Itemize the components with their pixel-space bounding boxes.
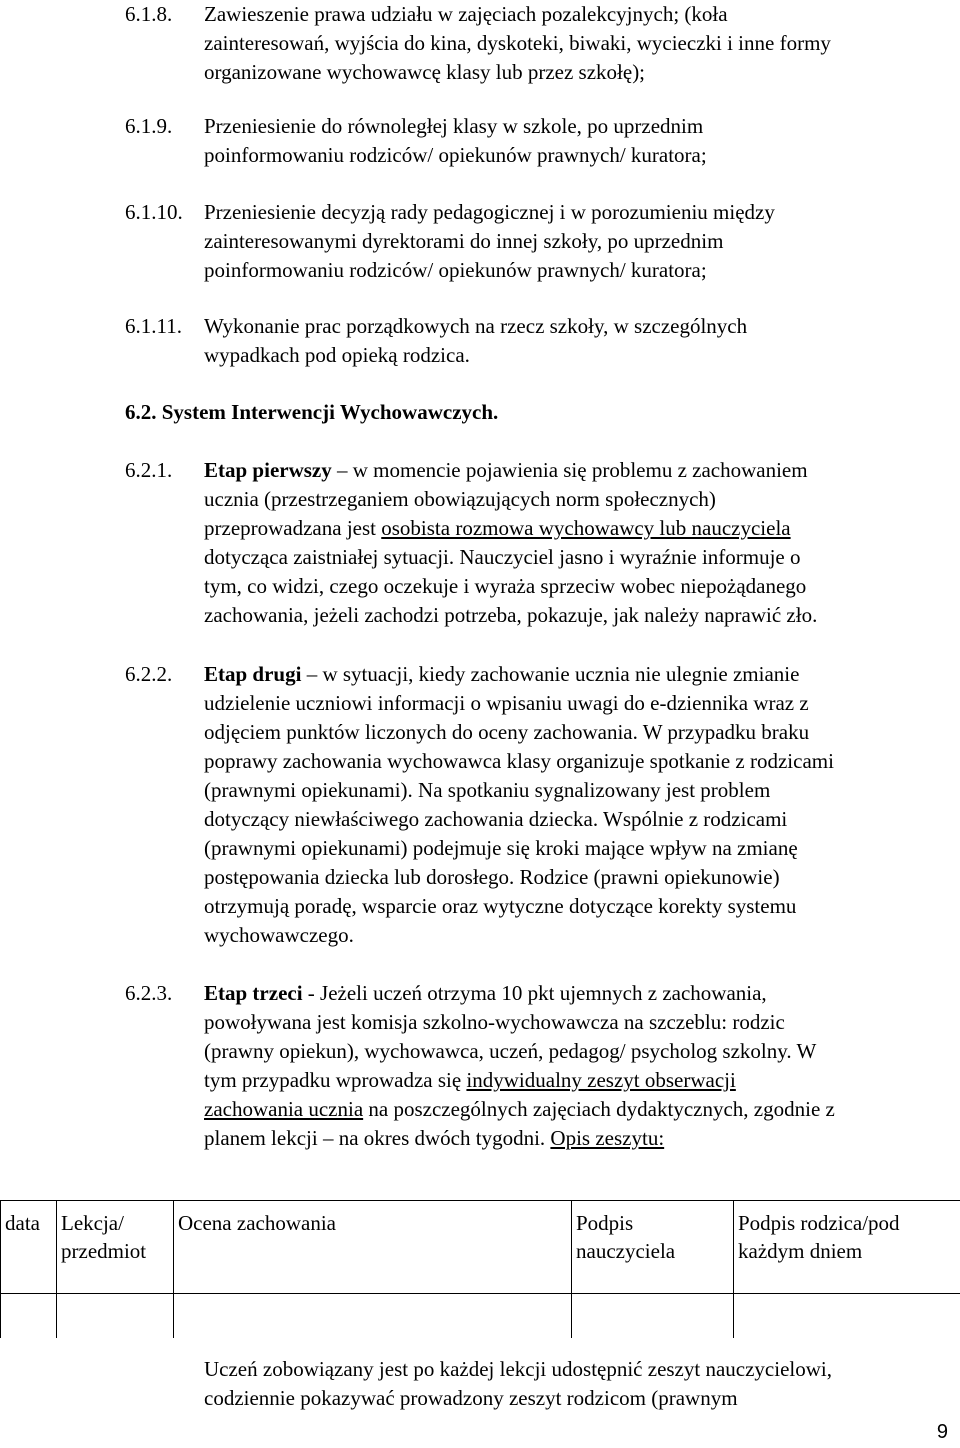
text-line: (prawnymi opiekunami) podejmuje się kroki mające wpływ na zmianę xyxy=(204,836,798,860)
text-line: poprawy zachowania wychowawca klasy organizuje spotkanie z rodzicami xyxy=(204,749,834,773)
text-line: otrzymują poradę, wsparcie oraz wytyczne dotyczące korekty systemu xyxy=(204,894,797,918)
text-span: planem lekcji – na okres dwóch tygodni. xyxy=(204,1126,551,1150)
item-text xyxy=(204,198,959,285)
item-text xyxy=(204,660,959,950)
text-span: - Jeżeli uczeń otrzyma 10 pkt ujemnych z zachowania, xyxy=(302,981,767,1005)
text-line: ucznia (przestrzeganiem obowiązujących norm społecznych) xyxy=(204,487,716,511)
item-text xyxy=(204,112,959,170)
text-line: Przeniesienie do równoległej klasy w szkole, po uprzednim xyxy=(204,114,704,138)
text-line xyxy=(204,1095,959,1124)
text-line xyxy=(204,456,959,485)
table-header-cell: data xyxy=(1,1201,57,1294)
text-line: Zawieszenie prawa udziału w zajęciach pozalekcyjnych; (koła xyxy=(204,2,728,26)
table-row xyxy=(1,1294,960,1339)
table-header-cell: Podpis rodzica/pod każdym dniem xyxy=(734,1201,960,1294)
item-text xyxy=(204,312,959,370)
text-line: postępowania dziecka lub dorosłego. Rodzice (prawni opiekunowie) xyxy=(204,865,780,889)
text-line: dotyczący niewłaściwego zachowania dziecka. Wspólnie z rodzicami xyxy=(204,807,788,831)
text-line: (prawnymi opiekunami). Na spotkaniu sygnalizowany jest problem xyxy=(204,778,771,802)
text-line: zachowania, jeżeli zachodzi potrzeba, pokazuje, jak należy naprawić zło. xyxy=(204,603,818,627)
item-number: 6.1.8. xyxy=(125,2,173,26)
table-header-cell: Podpis nauczyciela xyxy=(572,1201,734,1294)
text-line xyxy=(204,979,959,1008)
text-line: wypadkach pod opieką rodzica. xyxy=(204,343,470,367)
text-span: przeprowadzana jest xyxy=(204,516,382,540)
text-line: tym, co widzi, czego oczekuje i wyraża sprzeciw wobec niepożądanego xyxy=(204,574,807,598)
step-name: Etap drugi xyxy=(204,662,302,686)
observation-table xyxy=(0,1200,960,1338)
text-line: udzielenie uczniowi informacji o wpisaniu uwagi do e-dziennika wraz z xyxy=(204,691,809,715)
text-span: na poszczególnych zajęciach dydaktycznych, zgodnie z xyxy=(363,1097,835,1121)
text-span: – w momencie pojawienia się problemu z zachowaniem xyxy=(331,458,808,482)
text-line xyxy=(204,514,959,543)
text-line: codziennie pokazywać prowadzony zeszyt rodzicom (prawnym xyxy=(204,1386,738,1410)
item-text xyxy=(204,0,959,87)
item-text xyxy=(204,456,959,630)
text-line: poinformowaniu rodziców/ opiekunów prawnych/ kuratora; xyxy=(204,143,707,167)
table-cell xyxy=(174,1294,572,1339)
step-name: Etap trzeci xyxy=(204,981,303,1005)
table-header-cell: Lekcja/ przedmiot xyxy=(57,1201,174,1294)
text-span: – w sytuacji, kiedy zachowanie ucznia nie ulegnie zmianie xyxy=(301,662,800,686)
step-name: Etap pierwszy xyxy=(204,458,332,482)
text-line: odjęciem punktów liczonych do oceny zachowania. W przypadku braku xyxy=(204,720,810,744)
text-line xyxy=(204,1124,959,1153)
table-header-cell: Ocena zachowania xyxy=(174,1201,572,1294)
text-line: organizowane wychowawcę klasy lub przez szkołę); xyxy=(204,60,646,84)
text-line xyxy=(204,660,959,689)
section-title: 6.2. System Interwencji Wychowawczych. xyxy=(125,400,499,424)
page-number: 9 xyxy=(936,1421,948,1443)
underlined-text: zachowania ucznia xyxy=(204,1097,364,1121)
underlined-text: indywidualny zeszyt obserwacji xyxy=(466,1068,736,1092)
text-line: Uczeń zobowiązany jest po każdej lekcji udostępnić zeszyt nauczycielowi, xyxy=(204,1357,832,1381)
table-cell xyxy=(1,1294,57,1339)
item-number: 6.2.2. xyxy=(125,662,173,686)
text-line: poinformowaniu rodziców/ opiekunów prawnych/ kuratora; xyxy=(204,258,707,282)
text-line: powoływana jest komisja szkolno-wychowawcza na szczeblu: rodzic xyxy=(204,1010,785,1034)
underlined-text: Opis zeszytu: xyxy=(550,1126,665,1150)
text-span: tym przypadku wprowadza się xyxy=(204,1068,467,1092)
item-number: 6.2.1. xyxy=(125,458,173,482)
text-line: wychowawczego. xyxy=(204,923,354,947)
text-line: dotycząca zaistniałej sytuacji. Nauczyciel jasno i wyraźnie informuje o xyxy=(204,545,801,569)
table-cell xyxy=(734,1294,960,1339)
table-header-row xyxy=(1,1201,960,1294)
table-cell xyxy=(57,1294,174,1339)
text-line: (prawny opiekun), wychowawca, uczeń, pedagog/ psycholog szkolny. W xyxy=(204,1039,817,1063)
text-line: zainteresowanymi dyrektorami do innej szkoły, po uprzednim xyxy=(204,229,724,253)
item-number: 6.1.10. xyxy=(125,200,183,224)
footer-paragraph xyxy=(204,1355,954,1413)
item-text xyxy=(204,979,959,1153)
text-line: Wykonanie prac porządkowych na rzecz szkoły, w szczególnych xyxy=(204,314,748,338)
text-line xyxy=(204,1066,959,1095)
item-number: 6.1.9. xyxy=(125,114,173,138)
text-line: zainteresowań, wyjścia do kina, dyskoteki, biwaki, wycieczki i inne formy xyxy=(204,31,831,55)
item-number: 6.2.3. xyxy=(125,981,173,1005)
underlined-text: osobista rozmowa wychowawcy lub nauczyciela xyxy=(381,516,791,540)
text-line: Przeniesienie decyzją rady pedagogicznej i w porozumieniu między xyxy=(204,200,775,224)
table-cell xyxy=(572,1294,734,1339)
item-number: 6.1.11. xyxy=(125,314,182,338)
